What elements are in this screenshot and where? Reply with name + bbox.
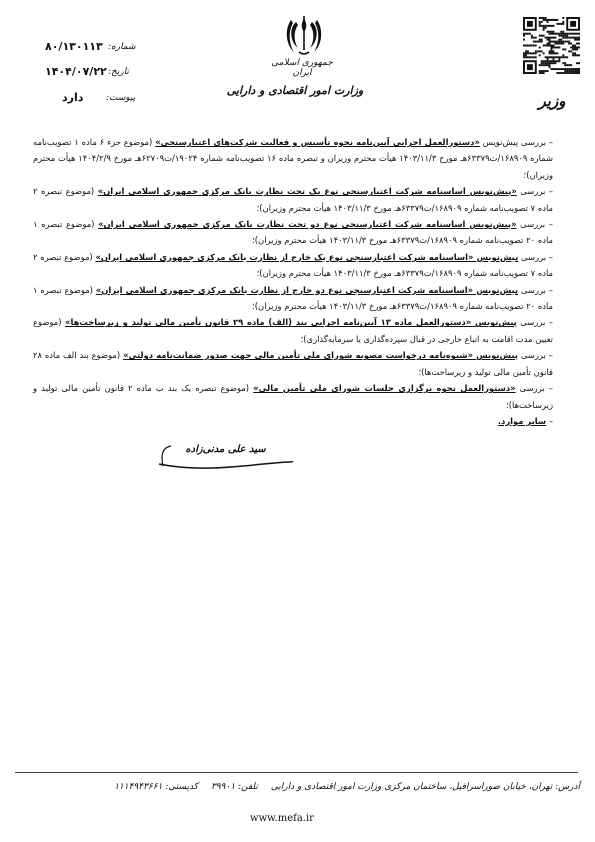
footer-divider: [15, 772, 578, 773]
agenda-item: – بررسی «پیش‌نویس اساسنامه شرکت اعتبارسنجی نوع یک تحت نظارت بانک مرکزی جمهوری اسلامی ایران» (موضوع تبصره ۲ ماده ۷ تصویب‌نامه شماره ۱۶۸۹۰۹/ت۶۳۳۷۹هـ مورخ ۱۴۰۳/۱۱/۳ هیأت محترم وزیران)؛: [33, 186, 553, 213]
agenda-item: – بررسی پیش‌نویس «شیوه‌نامه درخواست مصوبه شورای ملی تأمین مالی جهت صدور ضمانت‌نامه دولتی» (موضوع بند الف ماده ۲۸ قانون تأمین مالی تولید و زیرساخت‌ها)؛: [33, 350, 553, 377]
agenda-item: – بررسی پیش‌نویس «اساسنامه شرکت اعتبارسنجی نوع دو خارج از نظارت بانک مرکزی جمهوری اسلامی ایران» (موضوع تبصره ۱ ماده ۲۰ تصویب‌نامه شماره ۱۶۸۹۰۹/ت۶۳۳۷۹هـ مورخ ۱۴۰۳/۱۱/۳ هیأت محترم وزیران)؛: [33, 284, 553, 312]
agenda-list: [33, 134, 553, 429]
signer-name: سید علی مدنی‌زاده: [185, 444, 266, 455]
republic-title: جمهوری اسلامی ایران: [271, 58, 333, 78]
footer-postal: کدپستی: ۱۱۱۴۹۴۳۶۶۱: [114, 782, 199, 792]
agenda-item: – سایر موارد.: [497, 415, 553, 426]
agenda-item: – بررسی پیش‌نویس «دستورالعمل اجرایی آیین‌نامه نحوه تأسیس و فعالیت شرکت‌های اعتبارسنجی» (موضوع جزء ۶ ماده ۱ تصویب‌نامه شماره ۱۶۸۹۰۹/ت۶۳۳۷۹هـ مورخ ۱۴۰۳/۱۱/۳ هیأت محترم وزیران و تبصره ماده ۱۶ تصویب‌نامه شماره ۱۹۰۲۴/ت۶۲۷۰۹هـ مورخ ۱۴۰۴/۲/۹ هیأت محترم وزیران)؛: [33, 137, 554, 180]
date-value: ۱۴۰۴/۰۷/۲۲: [45, 65, 107, 78]
attachment-label: پیوست:: [106, 93, 136, 103]
number-value: ۸۰/۱۳۰۱۱۳: [45, 40, 103, 53]
agenda-item: – بررسی «دستورالعمل نحوه برگزاری جلسات شورای ملی تأمین مالی» (موضوع تبصره یک بند ب ماده ۲ قانون تأمین مالی تولید و زیرساخت‌ها)؛: [33, 383, 553, 410]
ministry-title: وزارت امور اقتصادی و دارایی: [226, 84, 364, 97]
iran-emblem-icon: [284, 14, 324, 58]
attachment-value: دارد: [62, 91, 84, 104]
signature: [153, 438, 298, 472]
footer: [50, 782, 580, 792]
footer-address: آدرس: تهران، خیابان صوراسرافیل، ساختمان مرکزی وزارت امور اقتصادی و دارایی: [270, 782, 580, 792]
date-label: تاریخ:: [108, 67, 129, 77]
minister-title: وزیر: [538, 92, 566, 110]
agenda-item: – بررسی پیش‌نویس «اساسنامه شرکت اعتبارسنجی نوع یک خارج از نظارت بانک مرکزی جمهوری اسلامی ایران» (موضوع تبصره ۲ ماده ۷ تصویب‌نامه شماره ۱۶۸۹۰۹/ت۶۳۳۷۹هـ مورخ ۱۴۰۳/۱۱/۳ هیأت محترم وزیران)؛: [33, 251, 553, 279]
footer-website[interactable]: www.mefa.ir: [250, 813, 314, 824]
agenda-item: – بررسی «پیش‌نویس اساسنامه شرکت اعتبارسنجی نوع دو تحت نظارت بانک مرکزی جمهوری اسلامی ایران» (موضوع تبصره ۱ ماده ۲۰ تصویب‌نامه شماره ۱۶۸۹۰۹/ت۶۳۳۷۹هـ مورخ ۱۴۰۳/۱۱/۳ هیأت محترم وزیران)؛: [33, 219, 553, 246]
qr-code: [523, 17, 580, 74]
footer-phone: تلفن: ۳۹۹۰۱: [210, 782, 258, 792]
number-label: شماره:: [108, 42, 136, 52]
agenda-item: – بررسی پیش‌نویس «دستورالعمل ماده ۱۳ آیین‌نامه اجرایی بند (الف) ماده ۲۹ قانون تأمین مالی تولید و زیرساخت‌ها» (موضوع تعیین مدت اقامت به اتباع خارجی در قبال سپرده‌گذاری یا سرمایه‌گذاری)؛: [33, 317, 553, 344]
